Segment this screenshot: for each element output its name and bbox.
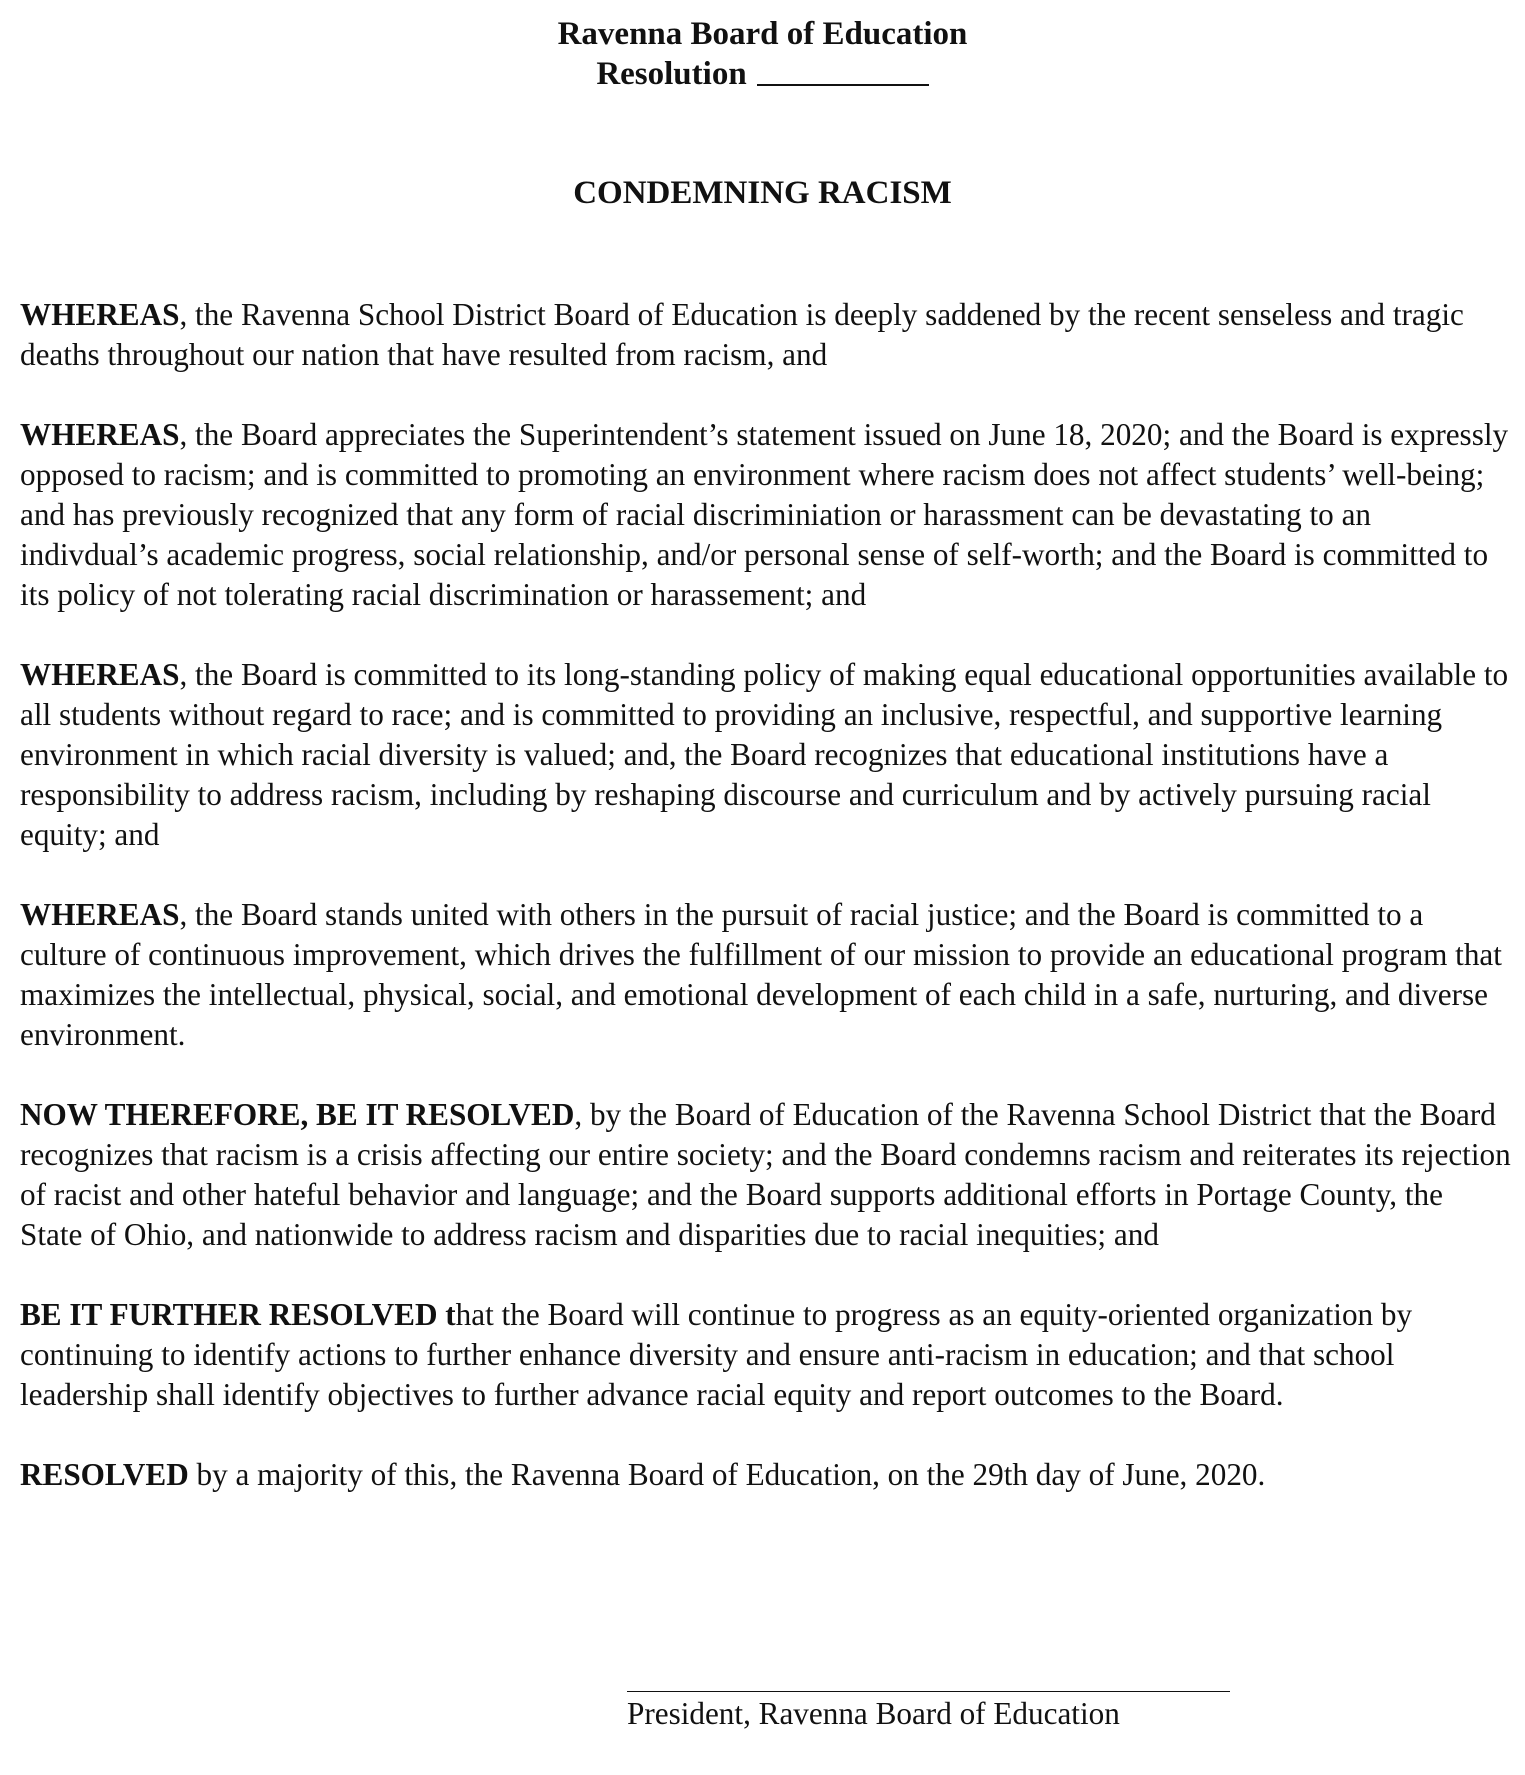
resolution-number-line [596, 54, 928, 94]
signature-label: President, Ravenna Board of Education [627, 1696, 1120, 1731]
paragraph-whereas-4 [20, 895, 1512, 1055]
organization-name: Ravenna Board of Education [557, 16, 968, 52]
paragraph-whereas-1 [20, 295, 1512, 375]
paragraph-text: , the Board appreciates the Superintendent’s statement issued on June 18, 2020; and the Board is expressly opposed to racism; and is committed to promoting an environment where racism does not affect students’ well-being; and has previously recognized that any form of racial discriminiation or harassment can be devastating to an indivdual’s academic progress, social relationship, and/or personal sense of self-worth; and the Board is committed to its policy of not tolerating racial discrimination or harassement; and [20, 417, 1509, 612]
resolution-number-blank [757, 56, 929, 86]
paragraph-lead: WHEREAS [20, 897, 180, 932]
paragraph-further-resolved [20, 1295, 1512, 1415]
paragraph-resolved [20, 1455, 1512, 1495]
resolution-body [20, 295, 1512, 1535]
document-title: CONDEMNING RACISM [573, 175, 952, 211]
paragraph-lead: WHEREAS [20, 657, 180, 692]
paragraph-whereas-2 [20, 415, 1512, 615]
paragraph-lead: BE IT FURTHER RESOLVED t [20, 1297, 456, 1332]
paragraph-lead: NOW THEREFORE, BE IT RESOLVED [20, 1097, 575, 1132]
paragraph-text: hat the Board will continue to progress as an equity-oriented organization by continuing to identify actions to further enhance diversity and ensure anti-racism in education; and that school leadership shall identify objectives to further advance racial equity and report outcomes to the Board. [20, 1297, 1413, 1412]
paragraph-lead: RESOLVED [20, 1457, 189, 1492]
paragraph-lead: WHEREAS [20, 297, 180, 332]
paragraph-text: by a majority of this, the Ravenna Board of Education, on the 29th day of June, 2020. [188, 1457, 1266, 1492]
signature-line [627, 1691, 1230, 1692]
resolution-label: Resolution [596, 56, 747, 92]
paragraph-now-therefore [20, 1095, 1512, 1255]
paragraph-whereas-3 [20, 655, 1512, 855]
paragraph-text: , the Board is committed to its long-standing policy of making equal educational opportunities available to all students without regard to race; and is committed to providing an inclusive, respectful, and supportive learning environment in which racial diversity is valued; and, the Board recognizes that educational institutions have a responsibility to address racism, including by reshaping discourse and curriculum and by actively pursuing racial equity; and [20, 657, 1509, 852]
paragraph-lead: WHEREAS [20, 417, 180, 452]
paragraph-text: , the Board stands united with others in the pursuit of racial justice; and the Board is committed to a culture of continuous improvement, which drives the fulfillment of our mission to provide an educational program that maximizes the intellectual, physical, social, and emotional development of each child in a safe, nurturing, and diverse environment. [20, 897, 1502, 1052]
paragraph-text: , the Ravenna School District Board of Education is deeply saddened by the recent senseless and tragic deaths throughout our nation that have resulted from racism, and [20, 297, 1464, 372]
paragraph-text: , by the Board of Education of the Ravenna School District that the Board recognizes that racism is a crisis affecting our entire society; and the Board condemns racism and reiterates its rejection of racist and other hateful behavior and language; and the Board supports additional efforts in Portage County, the State of Ohio, and nationwide to address racism and disparities due to racial inequities; and [20, 1097, 1511, 1252]
document-header [0, 14, 1525, 94]
